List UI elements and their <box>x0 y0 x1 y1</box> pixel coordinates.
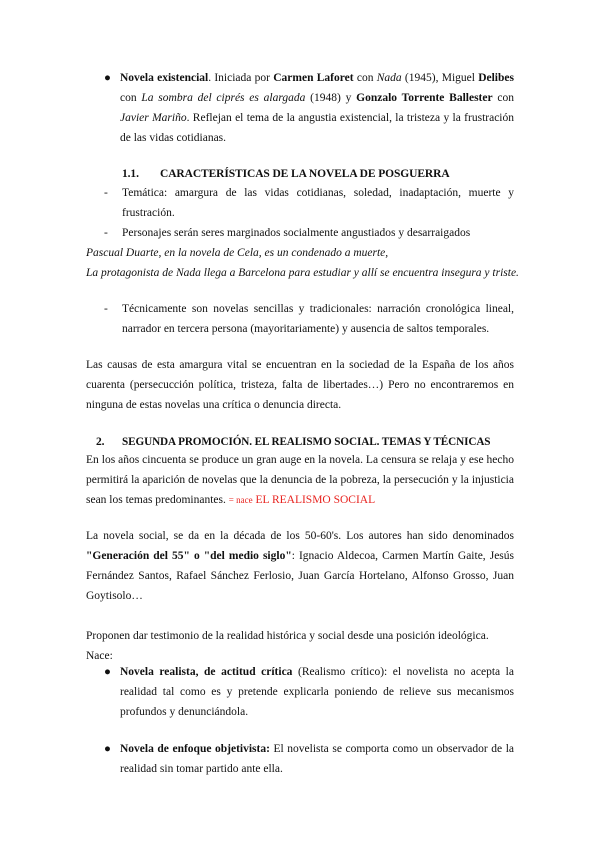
work-sombra: La sombra del ciprés es alargada <box>141 92 306 104</box>
bullet-objetivista-title: Novela de enfoque objetivista: <box>120 743 270 755</box>
dash-item-tecnicamente: Técnicamente son novelas sencillas y tradicionales: narración cronológica lineal, narrador en tercera persona (mayoritariamente) y ausencia de saltos temporales. <box>122 303 514 335</box>
bullet-marker: ● <box>104 743 111 755</box>
section-2-number: 2. <box>96 436 105 448</box>
bullet-existencial: Novela existencial. Iniciada por Carmen Laforet con Nada (1945), Miguel Delibes con La sombra del ciprés es alargada (1948) y Gonzalo Torrente Ballester con Javier Mariño. Reflejan el tema de la angustia existencial, la tristeza y la frustración de las vidas cotidianas. <box>120 72 514 144</box>
work-javier-marino: Javier Mariño <box>120 112 187 124</box>
dash-marker: - <box>104 227 108 239</box>
italic-example-2: La protagonista de Nada llega a Barcelona para estudiar y allí se encuentra insegura y triste. <box>86 267 519 279</box>
nace-marker: = nace <box>228 495 253 505</box>
dash-marker: - <box>104 303 108 315</box>
author-delibes: Delibes <box>478 72 514 84</box>
paragraph-causas: Las causas de esta amargura vital se encuentran en la sociedad de la España de los años cuarenta (persecucción política, tristeza, falta de libertades…) Pero no encontraremos en ninguna de estas novelas una crítica o denuncia directa. <box>86 359 514 411</box>
dash-item-tematica: Temática: amargura de las vidas cotidianas, soledad, inadaptación, muerte y frustración. <box>122 187 514 219</box>
section-1-1-title: CARACTERÍSTICAS DE LA NOVELA DE POSGUERRA <box>160 168 450 180</box>
bullet-realista: Novela realista, de actitud crítica (Realismo crítico): el novelista no acepta la realidad tal como es y pretende explicarla poniendo de relieve sus mecanismos profundos y denunciándola. <box>120 666 514 718</box>
bullet-objetivista: Novela de enfoque objetivista: El novelista se comporta como un observador de la realidad sin tomar partido ante ella. <box>120 743 514 775</box>
section-2-title: SEGUNDA PROMOCIÓN. EL REALISMO SOCIAL. TEMAS Y TÉCNICAS <box>122 436 491 448</box>
dash-item-personajes: Personajes serán seres marginados socialmente angustiados y desarraigados <box>122 227 471 239</box>
paragraph-cincuenta: En los años cincuenta se produce un gran auge en la novela. La censura se relaja y ese hecho permitirá la aparición de novelas que la denuncia de la pobreza, la persecución y la injusticia sean los temas predominantes. = nace EL REALISMO SOCIAL <box>86 454 514 506</box>
bullet-existencial-title: Novela existencial <box>120 72 209 84</box>
bullet-realista-title: Novela realista, de actitud crítica <box>120 666 293 678</box>
work-nada: Nada <box>376 72 402 84</box>
author-torrente: Gonzalo Torrente Ballester <box>356 92 493 104</box>
realismo-social-label: EL REALISMO SOCIAL <box>252 494 376 506</box>
generacion-55-label: "Generación del 55" o "del medio siglo" <box>86 550 292 562</box>
section-1-1-number: 1.1. <box>122 168 139 180</box>
paragraph-proponen: Proponen dar testimonio de la realidad histórica y social desde una posición ideológica. Nace: <box>86 630 489 662</box>
bullet-marker: ● <box>104 666 111 678</box>
bullet-marker: ● <box>104 72 111 84</box>
author-laforet: Carmen Laforet <box>273 72 354 84</box>
paragraph-novela-social: La novela social, se da en la década de los 50-60's. Los autores han sido denominados "Generación del 55" o "del medio siglo": Ignacio Aldecoa, Carmen Martín Gaite, Jesús Fernández Santos, Rafael Sánchez Ferlosio, Juan García Hortelano, Alfonso Grosso, Juan Goytisolo… <box>86 530 515 602</box>
italic-example-1: Pascual Duarte, en la novela de Cela, es un condenado a muerte, <box>86 247 389 259</box>
dash-marker: - <box>104 187 108 199</box>
